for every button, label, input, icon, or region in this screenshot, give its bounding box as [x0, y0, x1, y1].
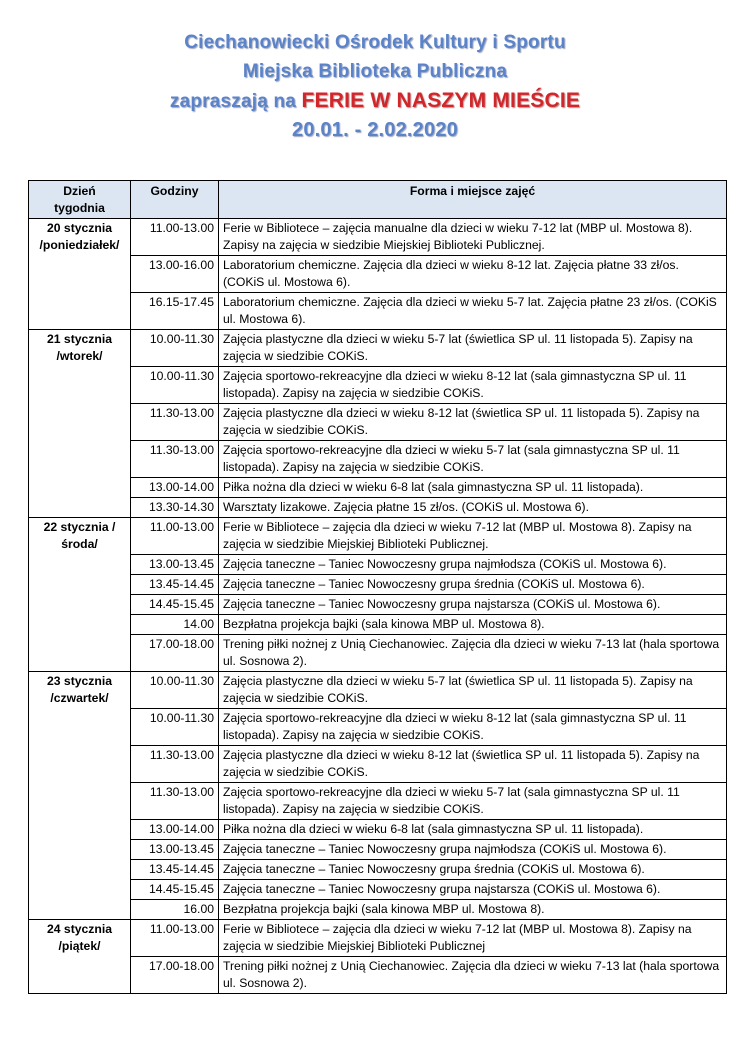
table-row — [29, 498, 727, 518]
activity-cell: Zajęcia sportowo-rekreacyjne dla dzieci w wieku 5-7 lat (sala gimnastyczna SP ul. 11 listopada). Zapisy na zajęcia w siedzibie COKiS. — [219, 783, 727, 820]
day-cell: 21 stycznia /wtorek/ — [29, 330, 131, 518]
activity-cell: Zajęcia plastyczne dla dzieci w wieku 8-12 lat (świetlica SP ul. 11 listopada 5). Zapisy na zajęcia w siedzibie COKiS. — [219, 404, 727, 441]
activity-cell: Ferie w Bibliotece – zajęcia manualne dla dzieci w wieku 7-12 lat (MBP ul. Mostowa 8). Zapisy na zajęcia w siedzibie Miejskiej Biblioteki Publicznej. — [219, 219, 727, 256]
activity-cell: Bezpłatna projekcja bajki (sala kinowa MBP ul. Mostowa 8). — [219, 615, 727, 635]
hours-cell: 17.00-18.00 — [131, 957, 219, 994]
table-row — [29, 555, 727, 575]
activity-cell: Warsztaty lizakowe. Zajęcia płatne 15 zł/os. (COKiS ul. Mostowa 6). — [219, 498, 727, 518]
hours-cell: 14.00 — [131, 615, 219, 635]
table-header-row — [29, 181, 727, 219]
event-dates: 20.01. - 2.02.2020 — [292, 119, 458, 141]
hours-cell: 14.45-15.45 — [131, 595, 219, 615]
table-row — [29, 920, 727, 957]
activity-cell: Zajęcia plastyczne dla dzieci w wieku 5-7 lat (świetlica SP ul. 11 listopada 5). Zapisy na zajęcia w siedzibie COKiS. — [219, 672, 727, 709]
hours-cell: 17.00-18.00 — [131, 635, 219, 672]
table-row — [29, 575, 727, 595]
hours-cell: 13.00-13.45 — [131, 555, 219, 575]
table-row — [29, 441, 727, 478]
document-header — [0, 28, 750, 145]
activity-cell: Zajęcia sportowo-rekreacyjne dla dzieci w wieku 8-12 lat (sala gimnastyczna SP ul. 11 listopada). Zapisy na zajęcia w siedzibie COKiS. — [219, 367, 727, 404]
column-header-day: Dzień tygodnia — [29, 181, 131, 219]
table-row — [29, 709, 727, 746]
hours-cell: 13.45-14.45 — [131, 575, 219, 595]
table-row — [29, 860, 727, 880]
table-row — [29, 293, 727, 330]
activity-cell: Ferie w Bibliotece – zajęcia dla dzieci w wieku 7-12 lat (MBP ul. Mostowa 8). Zapisy na zajęcia w siedzibie Miejskiej Biblioteki Publicznej. — [219, 518, 727, 555]
activity-cell: Piłka nożna dla dzieci w wieku 6-8 lat (sala gimnastyczna SP ul. 11 listopada). — [219, 820, 727, 840]
activity-cell: Trening piłki nożnej z Unią Ciechanowiec. Zajęcia dla dzieci w wieku 7-13 lat (hala sportowa ul. Sosnowa 2). — [219, 635, 727, 672]
activity-cell: Zajęcia plastyczne dla dzieci w wieku 5-7 lat (świetlica SP ul. 11 listopada 5). Zapisy na zajęcia w siedzibie COKiS. — [219, 330, 727, 367]
table-row — [29, 404, 727, 441]
hours-cell: 13.00-13.45 — [131, 840, 219, 860]
hours-cell: 13.00-14.00 — [131, 478, 219, 498]
day-cell: 22 stycznia /środa/ — [29, 518, 131, 672]
table-row — [29, 367, 727, 404]
table-row — [29, 840, 727, 860]
table-row — [29, 672, 727, 709]
table-row — [29, 880, 727, 900]
table-row — [29, 635, 727, 672]
table-row — [29, 256, 727, 293]
table-row — [29, 219, 727, 256]
hours-cell: 10.00-11.30 — [131, 330, 219, 367]
invitation-line — [0, 86, 750, 116]
table-row — [29, 783, 727, 820]
table-row — [29, 518, 727, 555]
hours-cell: 11.30-13.00 — [131, 746, 219, 783]
schedule-body — [29, 219, 727, 994]
hours-cell: 11.00-13.00 — [131, 219, 219, 256]
hours-cell: 16.00 — [131, 900, 219, 920]
activity-cell: Trening piłki nożnej z Unią Ciechanowiec. Zajęcia dla dzieci w wieku 7-13 lat (hala sportowa ul. Sosnowa 2). — [219, 957, 727, 994]
hours-cell: 13.00-14.00 — [131, 820, 219, 840]
hours-cell: 10.00-11.30 — [131, 709, 219, 746]
activity-cell: Zajęcia taneczne – Taniec Nowoczesny grupa najmłodsza (COKiS ul. Mostowa 6). — [219, 840, 727, 860]
activity-cell: Zajęcia plastyczne dla dzieci w wieku 8-12 lat (świetlica SP ul. 11 listopada 5). Zapisy na zajęcia w siedzibie COKiS. — [219, 746, 727, 783]
hours-cell: 14.45-15.45 — [131, 880, 219, 900]
activity-cell: Zajęcia taneczne – Taniec Nowoczesny grupa najstarsza (COKiS ul. Mostowa 6). — [219, 880, 727, 900]
day-cell: 24 stycznia /piątek/ — [29, 920, 131, 994]
table-row — [29, 615, 727, 635]
table-row — [29, 746, 727, 783]
hours-cell: 16.15-17.45 — [131, 293, 219, 330]
invitation-prefix: zapraszają na — [169, 91, 297, 112]
hours-cell: 13.30-14.30 — [131, 498, 219, 518]
table-row — [29, 330, 727, 367]
activity-cell: Zajęcia taneczne – Taniec Nowoczesny grupa najmłodsza (COKiS ul. Mostowa 6). — [219, 555, 727, 575]
day-cell: 20 stycznia /poniedziałek/ — [29, 219, 131, 330]
activity-cell: Zajęcia taneczne – Taniec Nowoczesny grupa średnia (COKiS ul. Mostowa 6). — [219, 575, 727, 595]
table-row — [29, 957, 727, 994]
hours-cell: 10.00-11.30 — [131, 672, 219, 709]
activity-cell: Zajęcia taneczne – Taniec Nowoczesny grupa najstarsza (COKiS ul. Mostowa 6). — [219, 595, 727, 615]
activity-cell: Laboratorium chemiczne. Zajęcia dla dzieci w wieku 5-7 lat. Zajęcia płatne 23 zł/os. (COKiS ul. Mostowa 6). — [219, 293, 727, 330]
library-title: Miejska Biblioteka Publiczna — [242, 61, 508, 82]
column-header-activity: Forma i miejsce zajęć — [219, 181, 727, 219]
activity-cell: Zajęcia taneczne – Taniec Nowoczesny grupa średnia (COKiS ul. Mostowa 6). — [219, 860, 727, 880]
organizer-title: Ciechanowiecki Ośrodek Kultury i Sportu — [184, 32, 566, 53]
column-header-hours: Godziny — [131, 181, 219, 219]
hours-cell: 11.30-13.00 — [131, 441, 219, 478]
activity-cell: Zajęcia sportowo-rekreacyjne dla dzieci w wieku 8-12 lat (sala gimnastyczna SP ul. 11 listopada). Zapisy na zajęcia w siedzibie COKiS. — [219, 709, 727, 746]
schedule-table — [28, 180, 727, 994]
activity-cell: Laboratorium chemiczne. Zajęcia dla dzieci w wieku 8-12 lat. Zajęcia płatne 33 zł/os. (COKiS ul. Mostowa 6). — [219, 256, 727, 293]
hours-cell: 11.30-13.00 — [131, 783, 219, 820]
table-row — [29, 595, 727, 615]
activity-cell: Zajęcia sportowo-rekreacyjne dla dzieci w wieku 5-7 lat (sala gimnastyczna SP ul. 11 listopada). Zapisy na zajęcia w siedzibie COKiS. — [219, 441, 727, 478]
activity-cell: Piłka nożna dla dzieci w wieku 6-8 lat (sala gimnastyczna SP ul. 11 listopada). — [219, 478, 727, 498]
table-row — [29, 820, 727, 840]
hours-cell: 10.00-11.30 — [131, 367, 219, 404]
activity-cell: Bezpłatna projekcja bajki (sala kinowa MBP ul. Mostowa 8). — [219, 900, 727, 920]
table-row — [29, 900, 727, 920]
day-cell: 23 stycznia /czwartek/ — [29, 672, 131, 920]
table-row — [29, 478, 727, 498]
hours-cell: 11.00-13.00 — [131, 920, 219, 957]
event-name: FERIE W NASZYM MIEŚCIE — [301, 89, 581, 112]
activity-cell: Ferie w Bibliotece – zajęcia dla dzieci w wieku 7-12 lat (MBP ul. Mostowa 8). Zapisy na zajęcia w siedzibie Miejskiej Biblioteki Publicznej — [219, 920, 727, 957]
hours-cell: 13.45-14.45 — [131, 860, 219, 880]
hours-cell: 11.00-13.00 — [131, 518, 219, 555]
hours-cell: 11.30-13.00 — [131, 404, 219, 441]
hours-cell: 13.00-16.00 — [131, 256, 219, 293]
